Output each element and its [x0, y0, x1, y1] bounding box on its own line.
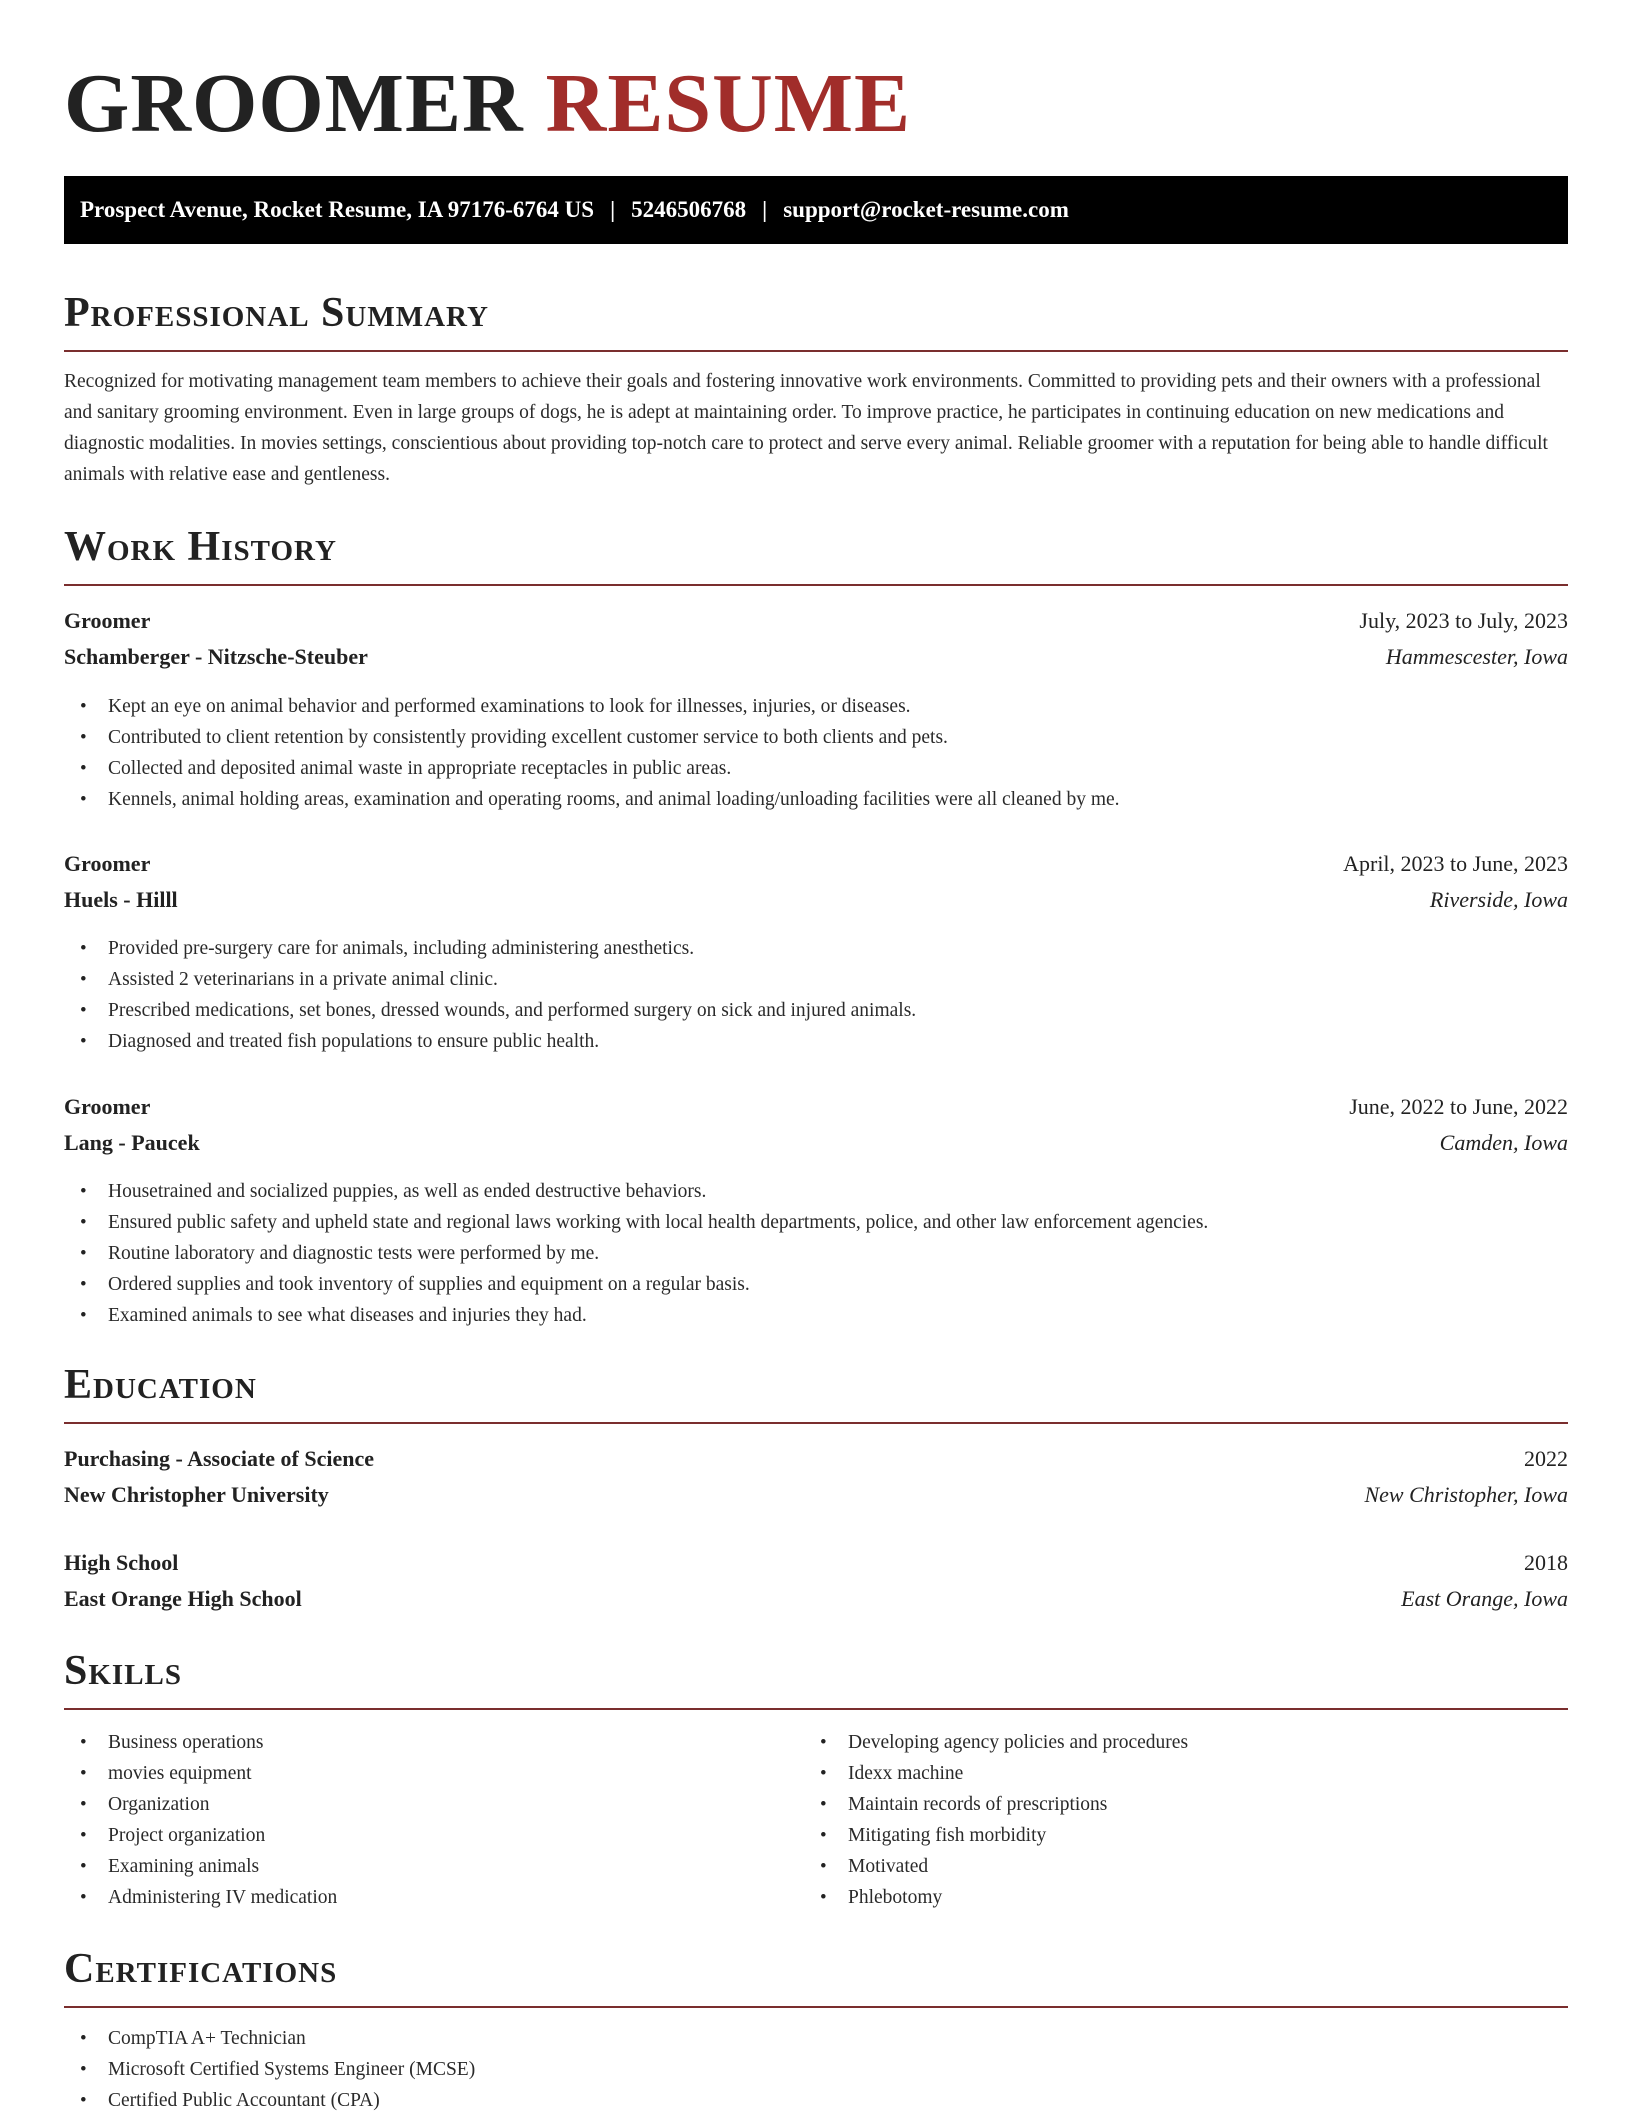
job-company: Schamberger - Nitzsche-Steuber: [64, 644, 368, 669]
education-school: New Christopher University: [64, 1482, 329, 1507]
section-divider: [64, 1422, 1568, 1424]
education-degree: High School: [64, 1550, 179, 1575]
education-school-row: [64, 1480, 1568, 1510]
list-item: • Administering IV medication: [64, 1882, 337, 1913]
list-item: • Routine laboratory and diagnostic tests were performed by me.: [64, 1238, 1208, 1269]
job-company-row: [64, 885, 1568, 915]
list-item: • Motivated: [804, 1851, 1188, 1882]
list-item: • Microsoft Certified Systems Engineer (MCSE): [64, 2054, 475, 2085]
education-school: East Orange High School: [64, 1586, 302, 1611]
job-title-row: [64, 606, 1568, 636]
list-item: • Business operations: [64, 1727, 337, 1758]
contact-address: Prospect Avenue, Rocket Resume, IA 97176-6764 US: [80, 197, 595, 222]
job-dates: April, 2023 to June, 2023: [1343, 851, 1568, 876]
education-location: New Christopher, Iowa: [1364, 1482, 1568, 1507]
list-item: • Developing agency policies and procedures: [804, 1727, 1188, 1758]
list-item: • Project organization: [64, 1820, 337, 1851]
list-item: • Housetrained and socialized puppies, as well as ended destructive behaviors.: [64, 1176, 1208, 1207]
list-item: • Kept an eye on animal behavior and performed examinations to look for illnesses, injuries, or diseases.: [64, 691, 1120, 722]
education-degree-row: [64, 1444, 1568, 1474]
job-title-row: [64, 849, 1568, 879]
summary-heading: Professional Summary: [64, 290, 489, 336]
job-company-row: [64, 642, 1568, 672]
list-item: • Ordered supplies and took inventory of supplies and equipment on a regular basis.: [64, 1269, 1208, 1300]
job-company: Huels - Hilll: [64, 887, 178, 912]
contact-separator: |: [762, 197, 768, 222]
list-item: • Provided pre-surgery care for animals, including administering anesthetics.: [64, 933, 916, 964]
job-duties-list: [64, 933, 916, 1057]
education-year: 2022: [1524, 1446, 1568, 1471]
list-item: • Examined animals to see what diseases and injuries they had.: [64, 1300, 1208, 1331]
contact-phone[interactable]: 5246506768: [631, 197, 747, 222]
job-location: Riverside, Iowa: [1429, 887, 1568, 912]
education-heading: Education: [64, 1362, 257, 1408]
list-item: • Contributed to client retention by consistently providing excellent customer service to both clients and pets.: [64, 722, 1120, 753]
job-duties-list: [64, 1176, 1208, 1331]
job-title: Groomer: [64, 608, 151, 633]
resume-title: [64, 58, 911, 150]
job-company-row: [64, 1128, 1568, 1158]
section-divider: [64, 2006, 1568, 2008]
education-location: East Orange, Iowa: [1401, 1586, 1568, 1611]
list-item: • Maintain records of prescriptions: [804, 1789, 1188, 1820]
section-divider: [64, 584, 1568, 586]
job-dates: June, 2022 to June, 2022: [1349, 1094, 1568, 1119]
list-item: • Collected and deposited animal waste in appropriate receptacles in public areas.: [64, 753, 1120, 784]
job-title: Groomer: [64, 851, 151, 876]
contact-bar: [64, 176, 1568, 244]
list-item: • Organization: [64, 1789, 337, 1820]
list-item: • Idexx machine: [804, 1758, 1188, 1789]
list-item: • Phlebotomy: [804, 1882, 1188, 1913]
list-item: • Mitigating fish morbidity: [804, 1820, 1188, 1851]
job-title: Groomer: [64, 1094, 151, 1119]
list-item: • movies equipment: [64, 1758, 337, 1789]
list-item: • Diagnosed and treated fish populations to ensure public health.: [64, 1026, 916, 1057]
education-school-row: [64, 1584, 1568, 1614]
job-title-row: [64, 1092, 1568, 1122]
section-divider: [64, 1708, 1568, 1710]
certifications-heading: Certifications: [64, 1946, 338, 1992]
skills-heading: Skills: [64, 1648, 183, 1694]
work-history-heading: Work History: [64, 524, 337, 570]
certifications-list: [64, 2023, 475, 2112]
job-company: Lang - Paucek: [64, 1130, 200, 1155]
contact-separator: |: [610, 197, 616, 222]
list-item: • Prescribed medications, set bones, dressed wounds, and performed surgery on sick and injured animals.: [64, 995, 916, 1026]
skills-list-left: [64, 1727, 337, 1913]
section-divider: [64, 350, 1568, 352]
education-degree-row: [64, 1548, 1568, 1578]
job-duties-list: [64, 691, 1120, 815]
job-location: Camden, Iowa: [1439, 1130, 1568, 1155]
list-item: • Examining animals: [64, 1851, 337, 1882]
title-second-word: RESUME: [545, 57, 912, 150]
skills-list-right: [804, 1727, 1188, 1913]
list-item: • Kennels, animal holding areas, examination and operating rooms, and animal loading/unloading facilities were all cleaned by me.: [64, 784, 1120, 815]
title-first-word: GROOMER: [64, 57, 524, 150]
list-item: • Ensured public safety and upheld state and regional laws working with local health departments, police, and other law enforcement agencies.: [64, 1207, 1208, 1238]
summary-text: Recognized for motivating management team members to achieve their goals and fostering innovative work environments. Committed to providing pets and their owners with a professional and sanitary grooming environment. Even in large groups of dogs, he is adept at maintaining order. To improve practice, he participates in continuing education on new medications and diagnostic modalities. In movies settings, conscientious about providing top-notch care to protect and serve every animal. Reliable groomer with a reputation for being able to handle difficult animals with relative ease and gentleness.: [64, 371, 1548, 485]
education-degree: Purchasing - Associate of Science: [64, 1446, 375, 1471]
job-location: Hammescester, Iowa: [1385, 644, 1568, 669]
list-item: • Certified Public Accountant (CPA): [64, 2085, 475, 2112]
list-item: • CompTIA A+ Technician: [64, 2023, 475, 2054]
education-year: 2018: [1524, 1550, 1568, 1575]
job-dates: July, 2023 to July, 2023: [1359, 608, 1568, 633]
contact-email[interactable]: support@rocket-resume.com: [783, 197, 1069, 222]
list-item: • Assisted 2 veterinarians in a private animal clinic.: [64, 964, 916, 995]
